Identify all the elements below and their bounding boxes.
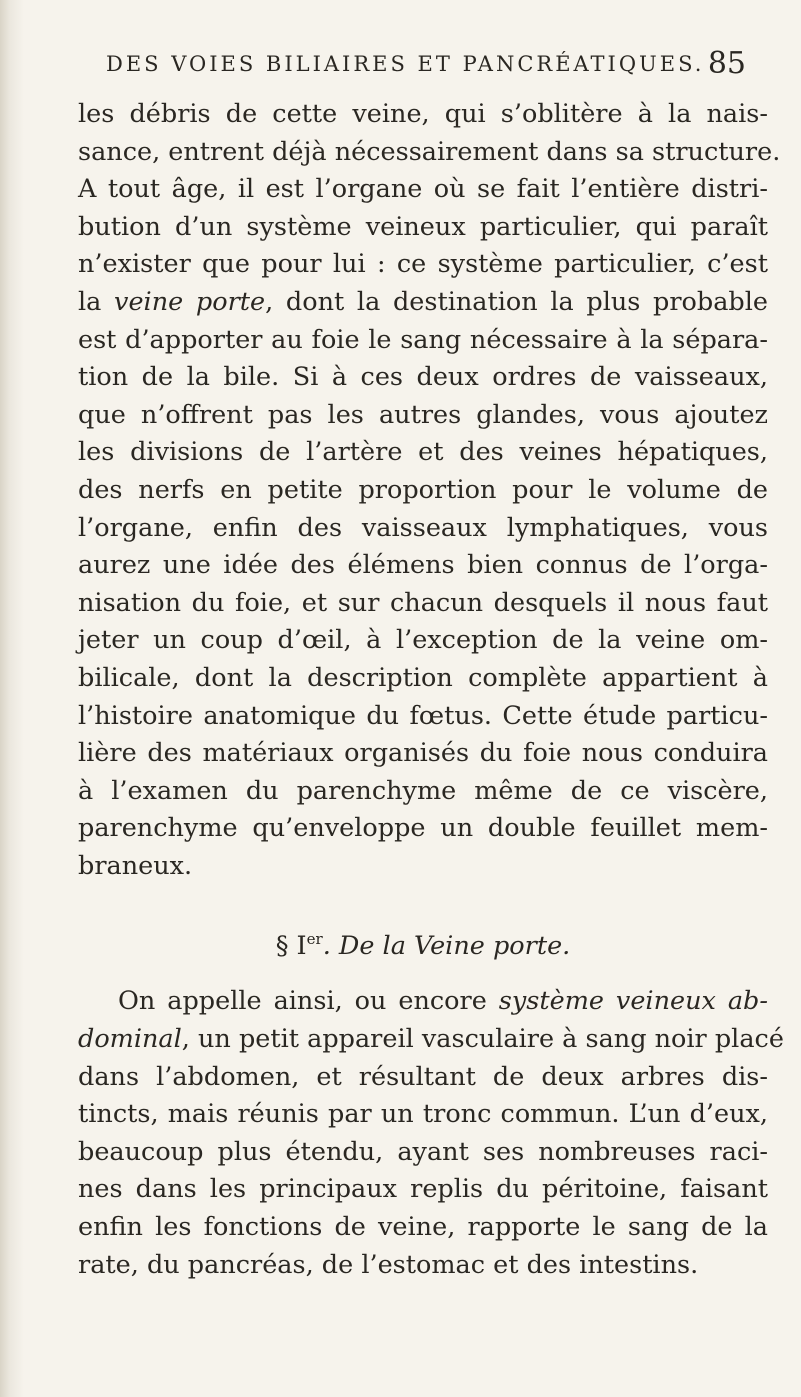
text-line: aurez une idée des élémens bien connus de l’orga- <box>78 550 768 581</box>
section-heading-prefix: § I <box>275 931 307 962</box>
text-line: lière des matériaux organisés du foie nous conduira <box>78 738 768 769</box>
text-line: l’organe, enfin des vaisseaux lymphatiques, vous <box>78 512 768 543</box>
text-line: tion de la bile. Si à ces deux ordres de vaisseaux, <box>78 362 768 393</box>
page-number: 85 <box>707 46 746 81</box>
text-line: rate, du pancréas, de l’estomac et des intestins. <box>78 1249 699 1280</box>
text-line: On appelle ainsi, ou encore système veineux ab- <box>118 986 768 1017</box>
paragraph-1 <box>78 96 781 885</box>
text-line: enfin les fonctions de veine, rapporte le sang de la <box>78 1212 768 1243</box>
text-line: les débris de cette veine, qui s’oblitère à la nais- <box>78 99 768 129</box>
section-heading <box>78 907 768 971</box>
section-heading-title: . De la Veine porte. <box>322 931 571 962</box>
running-title: DES VOIES BILIAIRES ET PANCRÉATIQUES. <box>106 52 705 76</box>
text-line: nes dans les principaux replis du péritoine, faisant <box>78 1174 768 1205</box>
running-head <box>80 46 760 92</box>
text-line: la veine porte, dont la destination la plus probable <box>78 286 769 317</box>
paragraph-2 <box>78 983 784 1284</box>
text-line: n’exister que pour lui : ce système particulier, c’est <box>78 249 768 280</box>
text-line: dans l’abdomen, et résultant de deux arbres dis- <box>78 1061 768 1092</box>
text-line: nisation du foie, et sur chacun desquels il nous faut <box>78 587 768 618</box>
text-line: jeter un coup d’œil, à l’exception de la veine om- <box>78 625 768 656</box>
text-line: beaucoup plus étendu, ayant ses nombreuses raci- <box>78 1136 768 1167</box>
page-gutter <box>0 0 24 1397</box>
text-line: est d’apporter au foie le sang nécessaire à la sépara- <box>78 324 768 355</box>
text-line: braneux. <box>78 850 193 881</box>
text-line: parenchyme qu’enveloppe un double feuillet mem- <box>78 813 768 844</box>
section-heading-superscript: er <box>306 930 323 949</box>
text-line: à l’examen du parenchyme même de ce viscère, <box>78 775 768 806</box>
text-line: dominal, un petit appareil vasculaire à sang noir placé <box>78 1024 784 1055</box>
text-line: bilicale, dont la description complète appartient à <box>78 662 768 693</box>
text-line: sance, entrent déjà nécessairement dans sa structure. <box>78 136 781 167</box>
text-line: l’histoire anatomique du fœtus. Cette étude particu- <box>78 700 768 731</box>
text-line: les divisions de l’artère et des veines hépatiques, <box>78 437 768 468</box>
text-line: que n’offrent pas les autres glandes, vous ajoutez <box>78 399 768 430</box>
text-line: tincts, mais réunis par un tronc commun. L’un d’eux, <box>78 1099 768 1130</box>
body-text <box>78 96 784 1284</box>
text-line: A tout âge, il est l’organe où se fait l’entière distri- <box>78 174 768 205</box>
text-line: bution d’un système veineux particulier, qui paraît <box>78 211 768 242</box>
text-line: des nerfs en petite proportion pour le volume de <box>78 474 768 505</box>
